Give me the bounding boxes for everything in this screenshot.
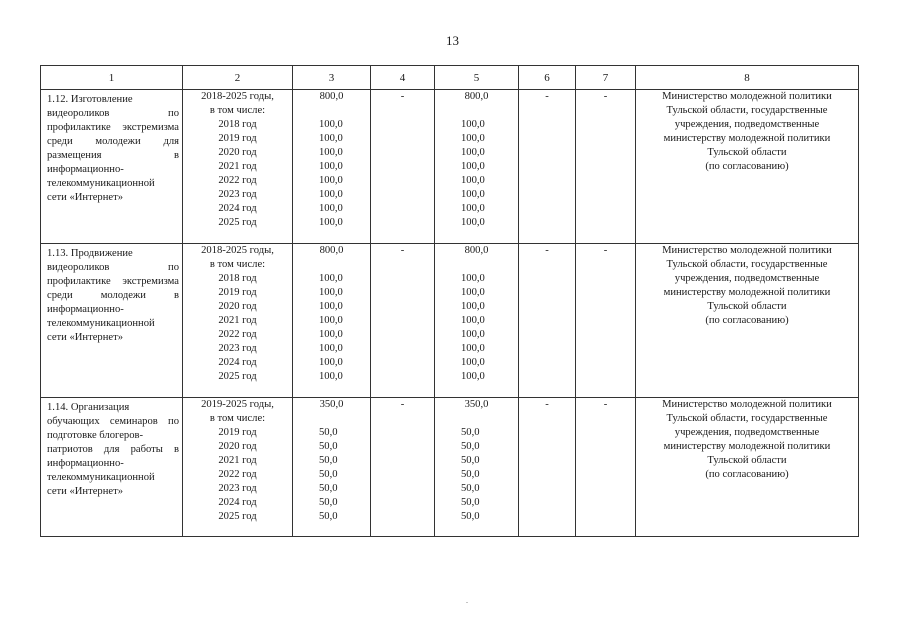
period-line: 2024 год (218, 357, 257, 368)
activity-name-line: патриотов для работы в (47, 444, 179, 455)
table-row (41, 90, 859, 244)
amount-value: 100,0 (319, 273, 343, 284)
column-header: 6 (519, 66, 576, 90)
period-line: 2021 год (218, 455, 257, 466)
executor-line: министерству молодежной политики (663, 441, 831, 452)
column-header: 7 (576, 66, 636, 90)
activity-name-line: сети «Интернет» (47, 332, 124, 343)
executor-line: Тульской области (707, 301, 787, 312)
amount-value: 100,0 (461, 161, 485, 172)
dash-cell: - (371, 398, 435, 537)
program-activities-table (40, 65, 859, 537)
page-number: 13 (446, 33, 459, 48)
amount-cell (293, 398, 371, 537)
amount-value: 100,0 (319, 357, 343, 368)
executor-line: Тульской области, государственные (666, 259, 828, 270)
table-row (41, 244, 859, 398)
period-line: 2019 год (218, 427, 257, 438)
amount-value: 50,0 (319, 497, 338, 508)
amount-value: 350,0 (464, 399, 489, 410)
amount-value: 100,0 (461, 133, 485, 144)
amount-value: 50,0 (461, 469, 480, 480)
amount-value: 50,0 (319, 483, 338, 494)
amount-value: 100,0 (319, 189, 343, 200)
period-cell (183, 90, 293, 244)
period-line: 2018-2025 годы, (201, 245, 274, 256)
activity-name-cell (41, 90, 183, 244)
amount-cell (293, 244, 371, 398)
amount-value: 100,0 (461, 189, 485, 200)
executor-line: Тульской области (707, 147, 787, 158)
activity-name-line: размещения в (47, 150, 179, 161)
period-line: в том числе: (209, 105, 266, 116)
column-header: 2 (183, 66, 293, 90)
amount-value: 100,0 (461, 301, 485, 312)
executor-cell (636, 244, 859, 398)
period-line: 2022 год (218, 175, 257, 186)
dash-cell: - (576, 90, 636, 244)
table-row (41, 398, 859, 537)
amount-value: 50,0 (461, 441, 480, 452)
amount-value: 100,0 (461, 119, 485, 130)
period-line: 2022 год (218, 469, 257, 480)
amount-value: 50,0 (319, 469, 338, 480)
executor-cell (636, 398, 859, 537)
amount-value: 100,0 (319, 329, 343, 340)
amount-value: 50,0 (319, 441, 338, 452)
amount-value: 100,0 (319, 287, 343, 298)
activity-name-cell (41, 244, 183, 398)
dash-cell: - (576, 398, 636, 537)
period-line: 2020 год (218, 301, 257, 312)
amount-value: 350,0 (319, 399, 344, 410)
activity-name-line: информационно- (47, 304, 124, 315)
period-line: 2021 год (218, 315, 257, 326)
amount-value: 100,0 (319, 133, 343, 144)
period-line: 2019 год (218, 133, 257, 144)
executor-line: Министерство молодежной политики (662, 91, 832, 102)
activity-name-line: телекоммуникационной (47, 472, 155, 483)
amount-value: 100,0 (319, 371, 343, 382)
executor-cell (636, 90, 859, 244)
period-line: 2023 год (218, 343, 257, 354)
amount-value: 50,0 (319, 455, 338, 466)
dash-cell: - (576, 244, 636, 398)
amount-value: 100,0 (319, 343, 343, 354)
executor-line: министерству молодежной политики (663, 133, 831, 144)
executor-line: (по согласованию) (705, 469, 789, 480)
column-header: 5 (435, 66, 519, 90)
dash-cell: - (519, 90, 576, 244)
amount-value: 100,0 (461, 371, 485, 382)
activity-name-line: телекоммуникационной (47, 178, 155, 189)
dash-cell: - (519, 244, 576, 398)
column-header: 8 (636, 66, 859, 90)
amount-cell (435, 244, 519, 398)
activity-name-line: 1.14. Организация (47, 402, 130, 413)
period-line: 2020 год (218, 147, 257, 158)
amount-value: 100,0 (319, 203, 343, 214)
executor-line: (по согласованию) (705, 161, 789, 172)
footer-mark: . (466, 596, 468, 605)
executor-line: Тульской области (707, 455, 787, 466)
amount-value: 100,0 (319, 175, 343, 186)
executor-line: учреждения, подведомственные (674, 427, 820, 438)
amount-value: 800,0 (319, 245, 344, 256)
executor-line: учреждения, подведомственные (674, 119, 820, 130)
period-line: 2020 год (218, 441, 257, 452)
activity-name-line: 1.13. Продвижение (47, 248, 133, 259)
activity-name-line: информационно- (47, 458, 124, 469)
period-line: 2018 год (218, 273, 257, 284)
period-line: 2019 год (218, 287, 257, 298)
dash-cell: - (371, 244, 435, 398)
amount-value: 50,0 (461, 427, 480, 438)
amount-value: 800,0 (319, 91, 344, 102)
amount-cell (435, 90, 519, 244)
dash-cell: - (519, 398, 576, 537)
amount-value: 100,0 (319, 315, 343, 326)
period-line: 2025 год (218, 511, 257, 522)
activity-name-line: профилактике экстремизма (47, 122, 179, 133)
period-line: 2019-2025 годы, (201, 399, 274, 410)
activity-name-line: обучающих семинаров по (47, 416, 179, 427)
amount-value: 100,0 (319, 119, 343, 130)
amount-value: 100,0 (461, 273, 485, 284)
activity-name-line: подготовке блогеров- (47, 430, 144, 441)
header-row (41, 66, 859, 90)
activity-name-line: среди молодежи в (47, 290, 179, 301)
amount-value: 100,0 (461, 357, 485, 368)
amount-value: 800,0 (464, 245, 489, 256)
executor-line: Министерство молодежной политики (662, 245, 832, 256)
period-line: 2023 год (218, 483, 257, 494)
period-line: 2024 год (218, 203, 257, 214)
executor-line: Тульской области, государственные (666, 105, 828, 116)
amount-value: 100,0 (461, 175, 485, 186)
period-line: 2025 год (218, 217, 257, 228)
executor-line: министерству молодежной политики (663, 287, 831, 298)
activity-name-line: среди молодежи для (47, 136, 179, 147)
executor-line: Тульской области, государственные (666, 413, 828, 424)
period-line: в том числе: (209, 413, 266, 424)
column-header: 3 (293, 66, 371, 90)
amount-value: 100,0 (461, 287, 485, 298)
activity-name-line: сети «Интернет» (47, 486, 124, 497)
amount-value: 100,0 (319, 147, 343, 158)
executor-line: (по согласованию) (705, 315, 789, 326)
amount-value: 50,0 (461, 483, 480, 494)
executor-line: Министерство молодежной политики (662, 399, 832, 410)
column-header: 4 (371, 66, 435, 90)
activity-name-line: профилактике экстремизма (47, 276, 179, 287)
period-cell (183, 244, 293, 398)
period-line: 2021 год (218, 161, 257, 172)
amount-value: 100,0 (461, 315, 485, 326)
activity-name-line: видеороликов по (47, 262, 179, 273)
amount-value: 800,0 (464, 91, 489, 102)
activity-name-cell (41, 398, 183, 537)
executor-line: учреждения, подведомственные (674, 273, 820, 284)
amount-value: 100,0 (461, 329, 485, 340)
activity-name-line: 1.12. Изготовление (47, 94, 133, 105)
activity-name-line: сети «Интернет» (47, 192, 124, 203)
period-line: 2024 год (218, 497, 257, 508)
column-header: 1 (41, 66, 183, 90)
amount-value: 50,0 (461, 455, 480, 466)
amount-value: 100,0 (319, 217, 343, 228)
amount-value: 50,0 (319, 427, 338, 438)
dash-cell: - (371, 90, 435, 244)
amount-value: 100,0 (319, 301, 343, 312)
period-line: 2025 год (218, 371, 257, 382)
period-cell (183, 398, 293, 537)
activity-name-line: видеороликов по (47, 108, 179, 119)
activity-name-line: информационно- (47, 164, 124, 175)
period-line: 2023 год (218, 189, 257, 200)
period-line: в том числе: (209, 259, 266, 270)
amount-cell (293, 90, 371, 244)
amount-value: 100,0 (461, 343, 485, 354)
amount-value: 100,0 (461, 217, 485, 228)
activity-name-line: телекоммуникационной (47, 318, 155, 329)
amount-value: 50,0 (461, 511, 480, 522)
amount-value: 50,0 (461, 497, 480, 508)
amount-value: 100,0 (319, 161, 343, 172)
period-line: 2018 год (218, 119, 257, 130)
amount-value: 50,0 (319, 511, 338, 522)
period-line: 2022 год (218, 329, 257, 340)
amount-cell (435, 398, 519, 537)
amount-value: 100,0 (461, 203, 485, 214)
amount-value: 100,0 (461, 147, 485, 158)
period-line: 2018-2025 годы, (201, 91, 274, 102)
